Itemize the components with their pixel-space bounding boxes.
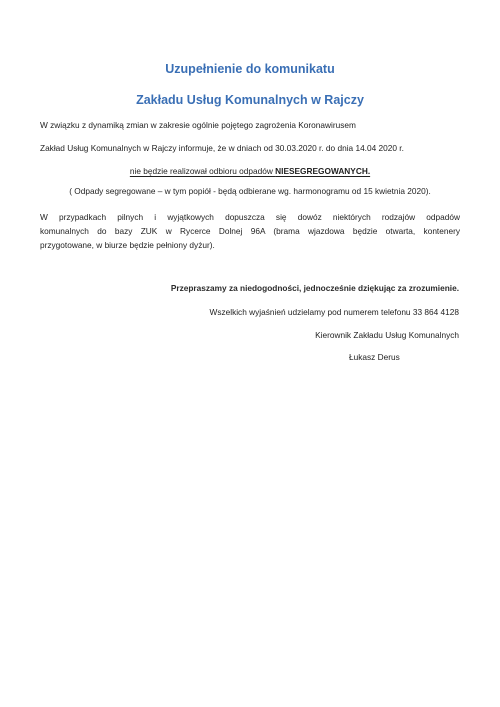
announcement-line: Zakład Usług Komunalnych w Rajczy informuje, że w dniach od 30.03.2020 r. do dnia 14.04 2020 r. [40, 143, 404, 153]
segregated-waste-note: ( Odpady segregowane – w tym popiół - będą odbierane wg. harmonogramu od 15 kwietnia 2020). [69, 186, 431, 196]
intro-line: W związku z dynamiką zmian w zakresie ogólnie pojętego zagrożenia Koronawirusem [40, 120, 356, 130]
paragraph-line-2: komunalnych do bazy ZUK w Rycerce Dolnej 96A (brama wjazdowa będzie otwarta, kontenery [40, 226, 460, 236]
collection-notice-bold: NIESEGREGOWANYCH. [275, 166, 371, 176]
document-title-line-1: Uzupełnienie do komunikatu [165, 62, 335, 76]
paragraph-line-3: przygotowane, w biurze będzie pełniony dyżur). [40, 240, 215, 250]
signature-name: Łukasz Derus [349, 352, 400, 362]
urgent-cases-paragraph [40, 210, 460, 252]
signature-role: Kierownik Zakładu Usług Komunalnych [315, 330, 459, 340]
collection-notice-underlined [130, 166, 370, 176]
document-title-line-2: Zakładu Usług Komunalnych w Rajczy [136, 93, 364, 107]
collection-notice [0, 166, 500, 177]
contact-line: Wszelkich wyjaśnień udzielamy pod numerem telefonu 33 864 4128 [209, 307, 459, 317]
paragraph-line-1: W przypadkach pilnych i wyjątkowych dopuszcza się dowóz niektórych rodzajów odpadów [40, 212, 460, 222]
collection-notice-text: nie będzie realizował odbioru odpadów [129, 166, 276, 176]
apology-line: Przepraszamy za niedogodności, jednocześnie dziękując za zrozumienie. [170, 283, 459, 293]
